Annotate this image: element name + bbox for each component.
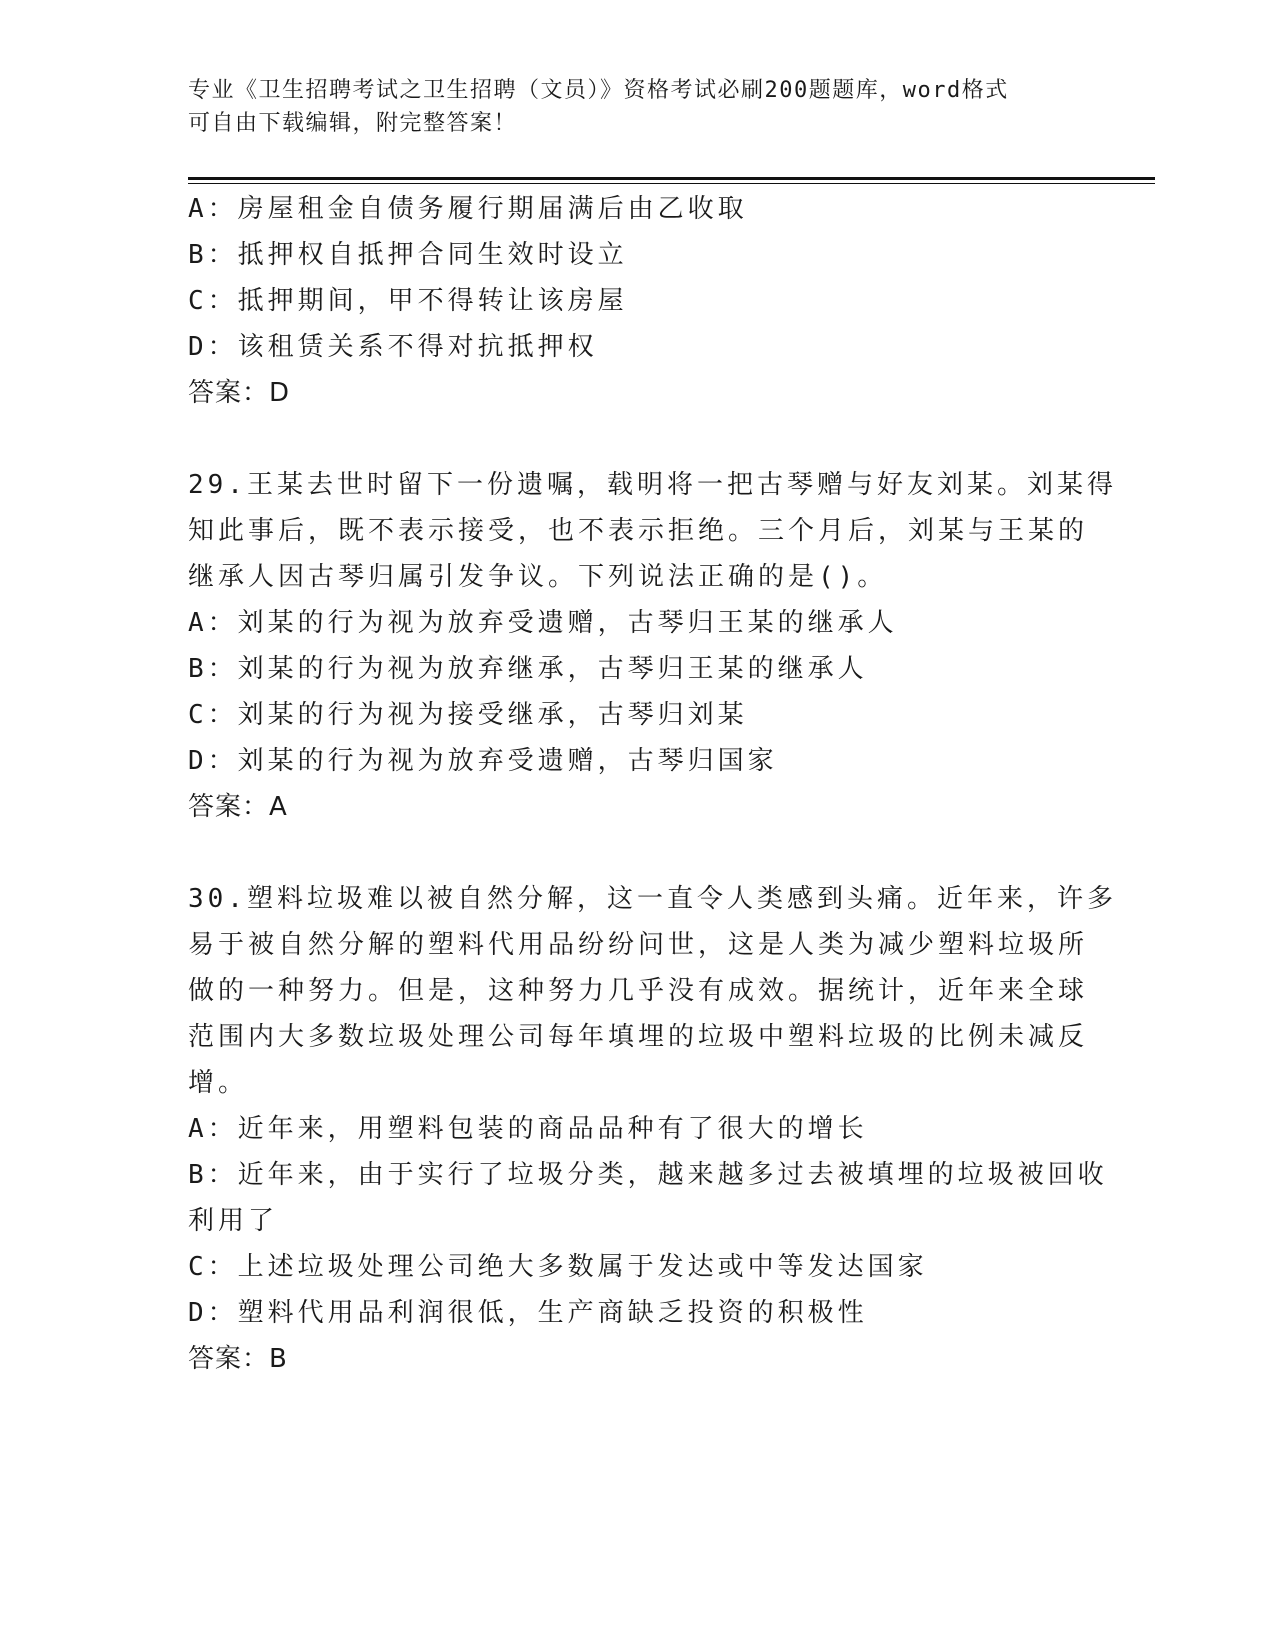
question-stem-line: 范围内大多数垃圾处理公司每年填埋的垃圾中塑料垃圾的比例未减反 [188,1022,1089,1052]
option-b-continued: 利用了 [188,1206,279,1236]
answer-line: 答案：D [188,378,291,408]
question-stem-line: 易于被自然分解的塑料代用品纷纷问世，这是人类为减少塑料垃圾所 [188,930,1089,960]
question-stem-line: 29.王某去世时留下一份遗嘱，载明将一把古琴赠与好友刘某。刘某得 [188,470,1117,500]
question-content [188,186,1117,1382]
option-b: B：近年来，由于实行了垃圾分类，越来越多过去被填埋的垃圾被回收 [188,1160,1108,1190]
question-stem-line: 30.塑料垃圾难以被自然分解，这一直令人类感到头痛。近年来，许多 [188,884,1117,914]
option-d: D：塑料代用品利润很低，生产商缺乏投资的积极性 [188,1298,868,1328]
option-c: C：抵押期间，甲不得转让该房屋 [188,286,628,316]
header-line-1: 专业《卫生招聘考试之卫生招聘（文员）》资格考试必刷200题题库，word格式 [188,78,1009,103]
option-d: D：该租赁关系不得对抗抵押权 [188,332,598,362]
question-stem-line: 知此事后，既不表示接受，也不表示拒绝。三个月后，刘某与王某的 [188,516,1089,546]
question-30 [188,876,1117,1382]
option-b: B：抵押权自抵押合同生效时设立 [188,240,628,270]
header-rule-thin [188,183,1155,184]
option-c: C：上述垃圾处理公司绝大多数属于发达或中等发达国家 [188,1252,928,1282]
option-b: B：刘某的行为视为放弃继承，古琴归王某的继承人 [188,654,868,684]
answer-line: 答案：B [188,1344,288,1374]
option-a: A：近年来，用塑料包装的商品品种有了很大的增长 [188,1114,868,1144]
header-rule-thick [188,177,1155,180]
spacer [188,830,1088,876]
option-c: C：刘某的行为视为接受继承，古琴归刘某 [188,700,748,730]
answer-line: 答案：A [188,792,288,822]
option-d: D：刘某的行为视为放弃受遗赠，古琴归国家 [188,746,778,776]
spacer [188,416,1088,462]
question-28 [188,186,1088,416]
question-stem-line: 继承人因古琴归属引发争议。下列说法正确的是()。 [188,562,888,592]
question-29 [188,462,1117,830]
header-line-2: 可自由下载编辑，附完整答案！ [188,111,518,136]
document-header [188,74,1068,140]
question-stem-line: 增。 [188,1068,249,1098]
question-stem-line: 做的一种努力。但是，这种努力几乎没有成效。据统计，近年来全球 [188,976,1089,1006]
option-a: A：刘某的行为视为放弃受遗赠，古琴归王某的继承人 [188,608,898,638]
option-a: A：房屋租金自债务履行期届满后由乙收取 [188,194,748,224]
